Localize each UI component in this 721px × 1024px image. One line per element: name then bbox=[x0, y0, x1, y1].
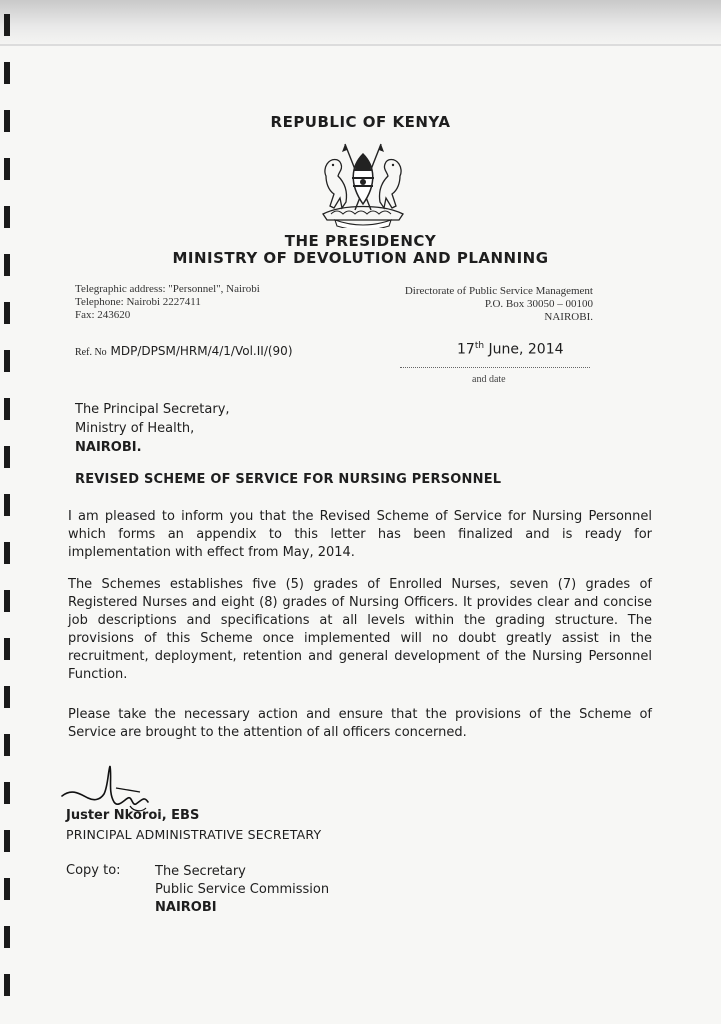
binding-mark bbox=[4, 350, 10, 372]
body-paragraph-3: Please take the necessary action and ensure that the provisions of the Scheme of Service are brought to the attention of all officers concerned. bbox=[68, 707, 652, 740]
presidency-heading: THE PRESIDENCY bbox=[284, 232, 437, 250]
fax-number: Fax: 243620 bbox=[75, 309, 131, 321]
scan-top-line bbox=[0, 44, 721, 46]
binding-mark bbox=[4, 878, 10, 900]
copy-to-label: Copy to: bbox=[66, 863, 121, 878]
addressee-block bbox=[75, 400, 230, 457]
contact-right bbox=[405, 285, 593, 324]
telephone-number: Telephone: Nairobi 2227411 bbox=[75, 296, 201, 308]
binding-mark bbox=[4, 830, 10, 852]
po-box: P.O. Box 30050 – 00100 bbox=[484, 298, 593, 310]
binding-mark bbox=[4, 14, 10, 36]
date-dotted-line bbox=[400, 367, 590, 368]
contact-left bbox=[75, 283, 260, 322]
scan-top-band bbox=[0, 0, 721, 44]
addressee-city: NAIROBI. bbox=[75, 440, 142, 455]
ministry-heading: MINISTRY OF DEVOLUTION AND PLANNING bbox=[172, 249, 549, 267]
ref-value: MDP/DPSM/HRM/4/1/Vol.II/(90) bbox=[110, 344, 293, 358]
binding-mark bbox=[4, 926, 10, 948]
binding-mark bbox=[4, 734, 10, 756]
copy-city: NAIROBI bbox=[155, 900, 217, 915]
binding-marks bbox=[0, 0, 14, 1024]
signatory-name: Juster Nkoroi, EBS bbox=[66, 808, 200, 823]
copy-recipient bbox=[155, 863, 329, 917]
binding-mark bbox=[4, 206, 10, 228]
and-date-label: and date bbox=[472, 374, 506, 385]
republic-heading: REPUBLIC OF KENYA bbox=[270, 113, 451, 131]
telegraphic-address: Telegraphic address: "Personnel", Nairobi bbox=[75, 283, 260, 295]
binding-mark bbox=[4, 62, 10, 84]
binding-mark bbox=[4, 302, 10, 324]
binding-mark bbox=[4, 686, 10, 708]
letter-date bbox=[457, 341, 564, 358]
signatory-title: PRINCIPAL ADMINISTRATIVE SECRETARY bbox=[66, 827, 322, 842]
copy-line: The Secretary bbox=[155, 864, 246, 879]
binding-mark bbox=[4, 782, 10, 804]
kenya-coat-of-arms-icon bbox=[313, 140, 413, 228]
binding-mark bbox=[4, 398, 10, 420]
binding-mark bbox=[4, 158, 10, 180]
binding-mark bbox=[4, 638, 10, 660]
letter-subject: REVISED SCHEME OF SERVICE FOR NURSING PERSONNEL bbox=[75, 472, 502, 487]
binding-mark bbox=[4, 974, 10, 996]
date-day: 17 bbox=[457, 341, 475, 358]
binding-mark bbox=[4, 542, 10, 564]
addressee-line: Ministry of Health, bbox=[75, 421, 195, 436]
date-suffix: th bbox=[474, 341, 485, 351]
address-city: NAIROBI. bbox=[544, 311, 593, 323]
body-paragraph-2: The Schemes establishes five (5) grades of Enrolled Nurses, seven (7) grades of Registered Nurses and eight (8) grades of Nursing Officers. It provides clear and concise job descriptions and specifications at all levels within the grading structure. The provisions of this Scheme once implemented will no doubt greatly assist in the recruitment, deployment, retention and general development of the Nursing Personnel Function. bbox=[68, 577, 652, 682]
copy-line: Public Service Commission bbox=[155, 882, 330, 897]
binding-mark bbox=[4, 494, 10, 516]
body-paragraph-1: I am pleased to inform you that the Revised Scheme of Service for Nursing Personnel which forms an appendix to this letter has been finalized and is ready for implementation with effect from May, 2014. bbox=[68, 509, 652, 560]
addressee-line: The Principal Secretary, bbox=[75, 402, 230, 417]
date-rest: June, 2014 bbox=[484, 341, 564, 358]
directorate-name: Directorate of Public Service Management bbox=[404, 285, 593, 297]
ref-label: Ref. No bbox=[75, 347, 107, 358]
binding-mark bbox=[4, 446, 10, 468]
reference-number bbox=[75, 344, 293, 358]
binding-mark bbox=[4, 590, 10, 612]
